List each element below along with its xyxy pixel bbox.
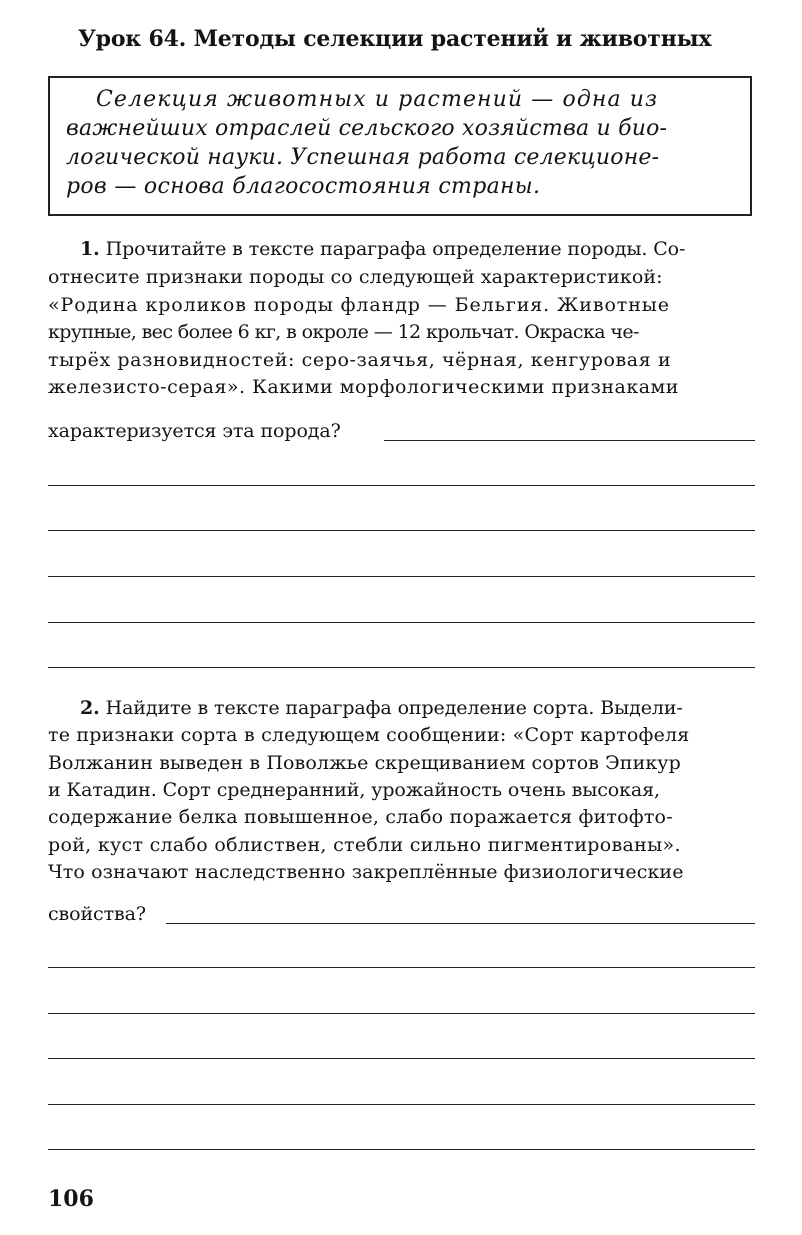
epigraph-line: Селекция животных и растений — одна из <box>96 87 659 112</box>
answer-line[interactable] <box>48 1058 755 1059</box>
epigraph-line: важнейших отраслей сельского хозяйства и био- <box>66 116 668 141</box>
lesson-title: Урок 64. Методы селекции растений и животных <box>78 26 712 52</box>
task1-text: Прочитайте в тексте параграфа определение породы. Со- <box>105 238 686 260</box>
answer-line[interactable] <box>48 1104 755 1105</box>
epigraph-line: ров — основа благосостояния страны. <box>66 174 541 199</box>
answer-line[interactable] <box>48 485 755 486</box>
task2-question: свойства? <box>48 903 146 925</box>
task1-line: железисто-серая». Какими морфологическими признаками <box>48 376 679 398</box>
answer-line[interactable] <box>48 967 755 968</box>
task2-line: и Катадин. Сорт среднеранний, урожайность очень высокая, <box>48 779 660 801</box>
page-number: 106 <box>48 1186 94 1212</box>
task2-line: Что означают наследственно закреплённые физиологические <box>48 861 684 883</box>
task2-line: Волжанин выведен в Поволжье скрещиванием сортов Эпикур <box>48 752 681 774</box>
task1-line: крупные, вес более 6 кг, в окроле — 12 крольчат. Окраска че- <box>48 321 639 343</box>
task1-question: характеризуется эта порода? <box>48 420 341 442</box>
task2-line <box>80 697 683 719</box>
task2-line: те признаки сорта в следующем сообщении: «Сорт картофеля <box>48 724 690 746</box>
task2-text: Найдите в тексте параграфа определение сорта. Выдели- <box>105 697 683 719</box>
task1-line: отнесите признаки породы со следующей характеристикой: <box>48 266 663 288</box>
task2-line: рой, куст слабо облиствен, стебли сильно пигментированы». <box>48 834 681 856</box>
task2-line: содержание белка повышенное, слабо поражается фитофто- <box>48 806 673 828</box>
answer-line[interactable] <box>384 440 755 441</box>
answer-line[interactable] <box>48 622 755 623</box>
epigraph-line: логической науки. Успешная работа селекционе- <box>66 145 660 170</box>
answer-line[interactable] <box>48 1149 755 1150</box>
task1-line: тырёх разновидностей: серо-заячья, чёрная, кенгуровая и <box>48 349 672 371</box>
task1-line <box>80 238 685 260</box>
answer-line[interactable] <box>48 1013 755 1014</box>
task2-number: 2. <box>80 697 100 719</box>
answer-line[interactable] <box>166 923 755 924</box>
task1-line: «Родина кроликов породы фландр — Бельгия. Животные <box>48 294 670 316</box>
task1-number: 1. <box>80 238 100 260</box>
answer-line[interactable] <box>48 576 755 577</box>
answer-line[interactable] <box>48 667 755 668</box>
answer-line[interactable] <box>48 530 755 531</box>
